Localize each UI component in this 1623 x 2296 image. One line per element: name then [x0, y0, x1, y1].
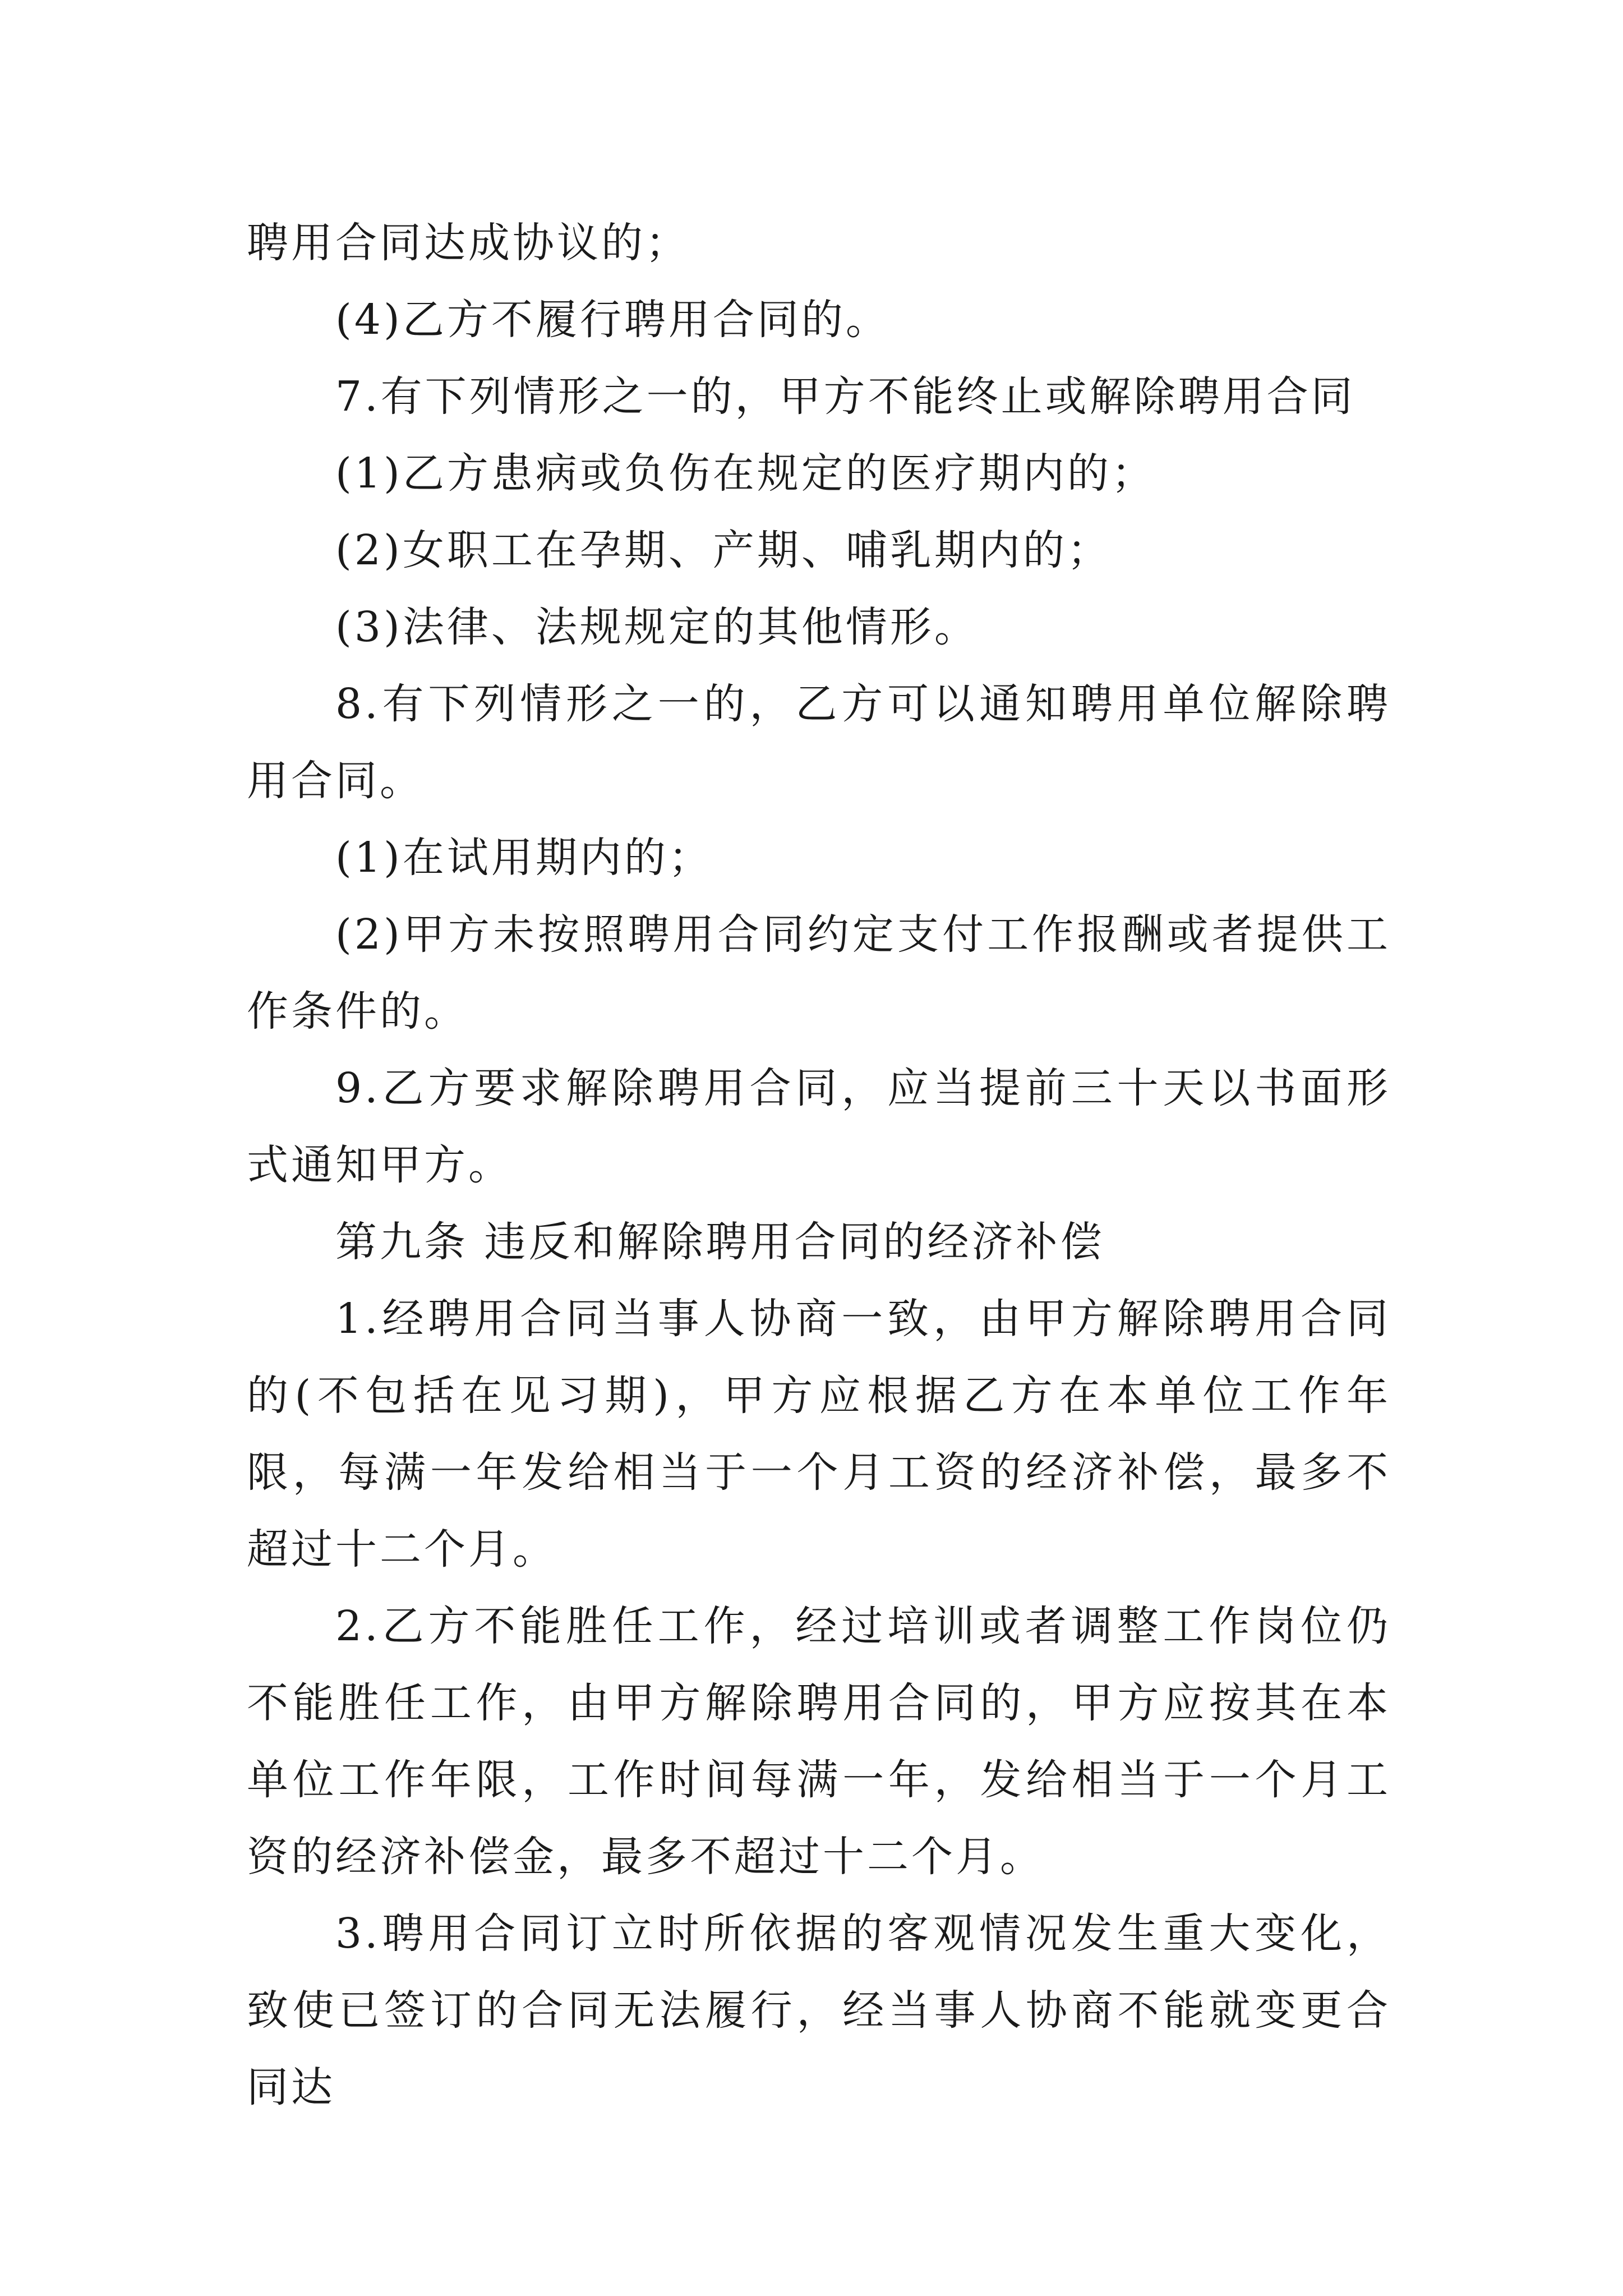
paragraph-7: (1)在试用期内的；	[335, 834, 713, 882]
paragraph-12: 2.乙方不能胜任工作，经过培训或者调整工作岗位仍不能胜任工作，由甲方解除聘用合同的，甲方应按其在本单位工作年限，工作时间每满一年，发给相当于一个月工资的经济补偿金，最多不超过十二个月。	[247, 1602, 1391, 1881]
paragraph-3: (1)乙方患病或负伤在规定的医疗期内的；	[335, 449, 1156, 498]
section-heading-article-9: 第九条 违反和解除聘用合同的经济补偿	[335, 1218, 1105, 1266]
paragraph-13: 3.聘用合同订立时所依据的客观情况发生重大变化，致使已签订的合同无法履行，经当事人协商不能就变更合同达	[247, 1910, 1391, 2111]
paragraph-11: 1.经聘用合同当事人协商一致，由甲方解除聘用合同的(不包括在见习期)，甲方应根据乙方在本单位工作年限，每满一年发给相当于一个月工资的经济补偿，最多不超过十二个月。	[247, 1295, 1391, 1573]
paragraph-8: (2)甲方未按照聘用合同约定支付工作报酬或者提供工作条件的。	[247, 910, 1391, 1036]
paragraph-5: (3)法律、法规规定的其他情形。	[335, 603, 979, 651]
document-body	[247, 205, 1391, 2126]
paragraph-6: 8.有下列情形之一的，乙方可以通知聘用单位解除聘用合同。	[247, 680, 1391, 805]
paragraph-2: 7.有下列情形之一的，甲方不能终止或解除聘用合同	[335, 372, 1355, 421]
paragraph-4: (2)女职工在孕期、产期、哺乳期内的；	[335, 526, 1112, 574]
paragraph-0: 聘用合同达成协议的；	[247, 219, 690, 267]
paragraph-1: (4)乙方不履行聘用合同的。	[335, 296, 890, 344]
paragraph-9: 9.乙方要求解除聘用合同，应当提前三十天以书面形式通知甲方。	[247, 1064, 1391, 1189]
